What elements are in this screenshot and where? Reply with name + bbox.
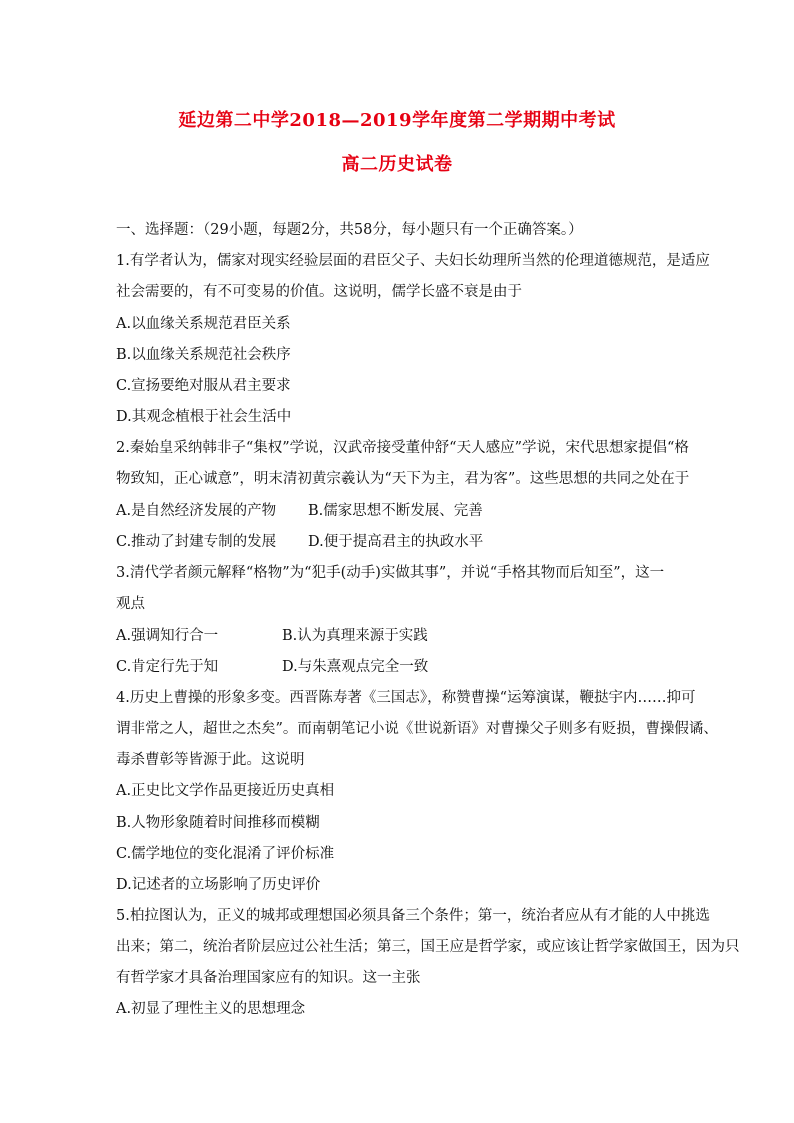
section-heading: 一、选择题：（29小题，每题2分，共58分，每小题只有一个正确答案。）: [116, 222, 583, 238]
question-3-option-a: A.强调知行合一: [116, 628, 219, 644]
question-2-option-b: B.儒家思想不断发展、完善: [308, 503, 483, 519]
question-1-stem-line: 社会需要的，有不可变易的价值。这说明，儒学长盛不衰是由于: [116, 284, 522, 300]
question-2-option-c: C.推动了封建专制的发展: [116, 534, 277, 550]
question-2-stem-line: 2.秦始皇采纳韩非子“集权”学说，汉武帝接受董仲舒“天人感应”学说，宋代思想家提倡“格: [116, 440, 689, 456]
question-4-stem-line: 谓非常之人，超世之杰矣”。而南朝笔记小说《世说新语》对曹操父子则多有贬损，曹操假谲、: [116, 721, 718, 737]
exam-title: 延边第二中学2018—2019学年度第二学期期中考试: [178, 110, 616, 131]
question-1-stem-line: 1.有学者认为，儒家对现实经验层面的君臣父子、夫妇长幼理所当然的伦理道德规范，是适应: [116, 253, 710, 269]
question-1-option-a: A.以血缘关系规范君臣关系: [116, 316, 291, 332]
question-3-option-b: B.认为真理来源于实践: [282, 628, 428, 644]
question-3-option-c: C.肯定行先于知: [116, 659, 219, 675]
question-3-option-d: D.与朱熹观点完全一致: [282, 659, 429, 675]
question-4-stem-line: 毒杀曹彰等皆源于此。这说明: [116, 752, 305, 768]
question-2-option-a: A.是自然经济发展的产物: [116, 503, 277, 519]
question-1-option-c: C.宣扬要绝对服从君主要求: [116, 378, 291, 394]
question-4-option-d: D.记述者的立场影响了历史评价: [116, 877, 321, 893]
exam-subtitle: 高二历史试卷: [341, 154, 453, 175]
question-4-option-c: C.儒学地位的变化混淆了评价标准: [116, 846, 335, 862]
question-4-stem-line: 4.历史上曹操的形象多变。西晋陈寿著《三国志》，称赞曹操“运筹演谋，鞭挞宇内……抑可: [116, 690, 696, 706]
question-4-option-b: B.人物形象随着时间推移而模糊: [116, 815, 320, 831]
question-1-option-d: D.其观念植根于社会生活中: [116, 409, 292, 425]
question-2-option-d: D.便于提高君主的执政水平: [308, 534, 484, 550]
question-3-stem-line: 观点: [116, 596, 145, 612]
question-5-stem-line: 出来；第二，统治者阶层应过公社生活；第三，国王应是哲学家，或应该让哲学家做国王，因为只: [116, 939, 740, 955]
question-5-stem-line: 有哲学家才具备治理国家应有的知识。这一主张: [116, 970, 421, 986]
question-5-stem-line: 5.柏拉图认为，正义的城邦或理想国必须具备三个条件；第一，统治者应从有才能的人中挑选: [116, 908, 710, 924]
question-1-option-b: B.以血缘关系规范社会秩序: [116, 347, 291, 363]
question-5-option-a: A.初显了理性主义的思想理念: [116, 1001, 306, 1017]
question-4-option-a: A.正史比文学作品更接近历史真相: [116, 783, 335, 799]
question-3-stem-line: 3.清代学者颜元解释“格物”为“犯手(动手)实做其事”，并说“手格其物而后知至”，这一: [116, 565, 665, 581]
question-2-stem-line: 物致知，正心诚意”，明末清初黄宗羲认为“天下为主，君为客”。这些思想的共同之处在于: [116, 471, 690, 487]
